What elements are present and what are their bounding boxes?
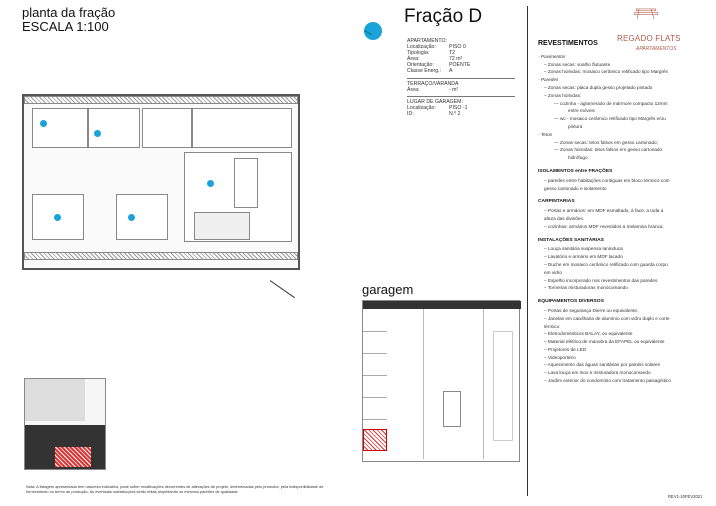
spec-line: — Zonas secas: tetos falsos em gesso cartonado;: [554, 139, 658, 145]
divider-line: [527, 6, 528, 496]
terrace-heading: TERRAÇO/VARANDA: [407, 80, 459, 87]
spec-line: – Zonas húmidas: mosaico cerâmico retificado tipo Margrês: [544, 69, 669, 75]
spec-item: – Espelho incorporado nos revestimentos das paredes: [544, 277, 658, 283]
specifications: [538, 40, 710, 385]
spec-line: — cozinha - aglomerado de mármore compacto 12mm: [554, 100, 668, 106]
spec-section-heading: INSTALAÇÕES SANITÁRIAS: [538, 237, 604, 243]
spec-item: em vidro: [544, 269, 562, 275]
room-marker-dot: [54, 214, 61, 221]
south-wall: [24, 252, 298, 260]
room-marker-dot: [207, 180, 214, 187]
stairwell: [443, 391, 461, 427]
spec-item: altura das divisões.: [544, 215, 585, 221]
room-marker-dot: [128, 214, 135, 221]
spec-line: – Zonas húmidas:: [544, 92, 582, 98]
site-plan: [24, 378, 106, 470]
spec-item: – Torneiras misturadoras monocomando: [544, 285, 628, 291]
unit-title: Fração D: [404, 6, 483, 27]
disclaimer-note: Nota: A listagem apresentada tem natureza indicativa, pode sofrer modificações decorrentes de alterações de projeto, determinadas pelo promotor, pela indisponibilidade de fornecimento ou termo de produção. As eventuais substituições serão feitas respeitando os mesmos padrões de qualidade.: [26, 484, 324, 494]
spec-line: - Paredes: [538, 77, 559, 83]
spec-title: REVESTIMENTOS: [538, 40, 598, 47]
spec-item: – Janelas em caixilharia de alumínio com vidro duplo e corte: [544, 315, 670, 321]
spec-line: entre móveis: [568, 108, 595, 114]
corridor: [192, 108, 292, 148]
spec-item: – Projetores de LED: [544, 346, 587, 352]
room-marker-dot: [40, 120, 47, 127]
spec-item: térmico: [544, 323, 560, 329]
garage-heading: LUGAR DE GARAGEM:: [407, 98, 463, 105]
bathroom: [88, 108, 140, 148]
spec-item: – Duche em mosaico cerâmico retificado com guarda corpo: [544, 261, 668, 267]
spec-line: - Tetos: [538, 131, 553, 137]
spec-item: – Jardim exterior do condomínio com tratamento paisagístico: [544, 378, 671, 384]
spec-section-heading: EQUIPAMENTOS DIVERSOS: [538, 299, 604, 305]
spec-item: – Louça sanitária suspensa Ianinduca: [544, 246, 623, 252]
logo-name: REGADO FLATS: [617, 34, 681, 43]
spec-item: – Eletrodomésticos BALAY, ou equivalente: [544, 331, 633, 337]
sofa: [194, 212, 250, 240]
logo-subtitle: APARTAMENTOS: [636, 46, 677, 52]
entry-hall: [142, 108, 192, 148]
bedroom-upper-left: [32, 108, 88, 148]
spec-item: – Aquecimento das águas sanitárias por painéis solares: [544, 362, 660, 368]
bedroom-2: [116, 194, 168, 240]
logo-icon: [617, 8, 675, 22]
spec-line: — Zonas húmidas: tetos falsos em gesso cartonado: [554, 147, 663, 153]
garage-plan: [362, 300, 520, 462]
spec-section-heading: CARPINTARIAS: [538, 199, 575, 205]
spec-item: gesso cartonado e isolamento: [544, 185, 607, 191]
dining-table: [234, 158, 258, 208]
apartment-heading: APARTAMENTO:: [407, 38, 447, 44]
section-line: [270, 280, 295, 298]
spec-item: – Lavatório e armário em MDF lacado: [544, 254, 623, 260]
spec-line: – Zonas secas: soalho flutuante: [544, 61, 611, 67]
spec-item: – paredes entre habitações contíguas em bloco térmico com: [544, 177, 670, 183]
parking-spot-highlight: [363, 429, 387, 451]
spec-item: – Videoporteiro: [544, 354, 576, 360]
spec-item: – Material elétrico de manobra da EFAPEL ou equivalente: [544, 339, 665, 345]
spec-item: – cozinhas: armários MDF revestidos a melamina branca.: [544, 223, 664, 229]
room-marker-dot: [94, 130, 101, 137]
spec-line: hidrófugo: [568, 155, 588, 161]
garage-title: garagem: [362, 282, 414, 297]
revision-label: REV1-10FEV2021: [668, 494, 703, 499]
north-wall: [24, 96, 298, 104]
spec-item: – Portas e armários: em MDF esmaltado, à face, a toda a: [544, 208, 664, 214]
plan-title: planta da fração: [22, 5, 116, 20]
spec-line: pintura: [568, 123, 583, 129]
spec-item: – Lava louça em inox e misturadora monocomando: [544, 370, 651, 376]
spec-line: – Zonas secas: placa dupla gesso projetado pintado: [544, 84, 653, 90]
spec-item: – Portas de segurança Dierre ou equivalente.: [544, 307, 639, 313]
spec-line: — wc - mosaico cerâmico retificado tipo Margrês e/ou: [554, 116, 666, 122]
spec-section-heading: ISOLAMENTOS entre FRAÇÕES: [538, 168, 613, 174]
floor-plan: [22, 94, 300, 270]
unit-highlight: [55, 447, 91, 467]
scale-label: ESCALA 1:100: [22, 19, 109, 34]
unit-info: APARTAMENTO: Localização: PISO 0 Tipologia: T2 Área: 72 m² Orientação: POENTE Classe Energ.: A TERRAÇO/VARANDA Área: - m² LUGAR DE GARAGEM: Localização: PISO -1 ID: N.º 2: [407, 38, 515, 117]
spec-line: - Pavimentos: [538, 53, 566, 59]
